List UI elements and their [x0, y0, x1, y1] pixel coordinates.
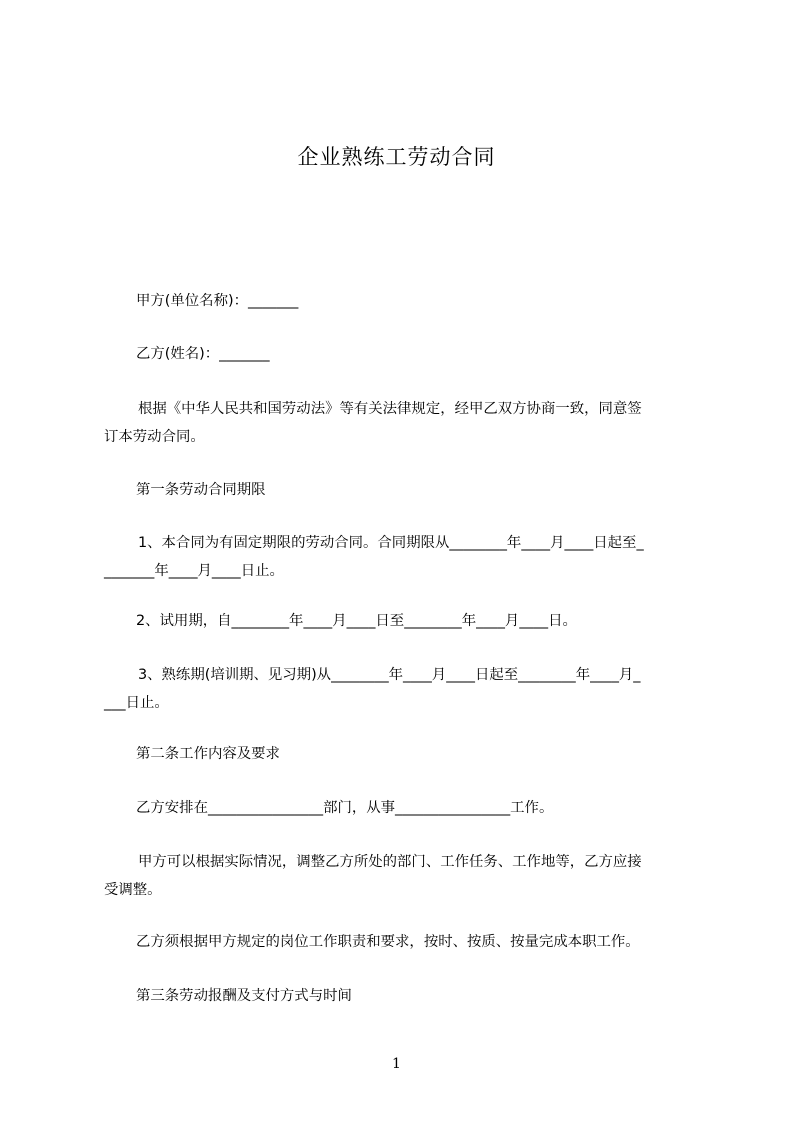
article-2-paragraph-2: [104, 848, 704, 904]
preamble-paragraph: [104, 395, 704, 451]
article-3-heading: 第三条劳动报酬及支付方式与时间: [136, 988, 352, 1004]
article-1-item-3-line-2: ___日止。: [104, 695, 169, 711]
article-1-item-2: 2、试用期，自________年____月____日至________年____月____日。: [136, 613, 577, 629]
article-1-item-1: [104, 529, 704, 585]
article-1-item-1-line-1: 1、本合同为有固定期限的劳动合同。合同期限从________年____月____日起至_: [138, 535, 644, 551]
party-a-line: 甲方(单位名称)：_______: [136, 293, 299, 309]
article-2-heading: 第二条工作内容及要求: [136, 746, 280, 762]
preamble-line-1: 根据《中华人民共和国劳动法》等有关法律规定，经甲乙双方协商一致，同意签: [138, 401, 642, 417]
article-2-paragraph-2-line-1: 甲方可以根据实际情况，调整乙方所处的部门、工作任务、工作地等，乙方应接: [138, 854, 642, 870]
article-2-paragraph-2-line-2: 受调整。: [104, 882, 162, 898]
page-number: 1: [392, 1056, 401, 1072]
article-2-paragraph-3: 乙方须根据甲方规定的岗位工作职责和要求，按时、按质、按量完成本职工作。: [136, 934, 640, 950]
preamble-line-2: 订本劳动合同。: [104, 429, 205, 445]
article-1-item-1-line-2: _______年____月____日止。: [104, 563, 284, 579]
article-1-heading: 第一条劳动合同期限: [136, 482, 266, 498]
document-title: 企业熟练工劳动合同: [297, 145, 496, 169]
party-b-line: 乙方(姓名)：_______: [136, 346, 270, 362]
article-1-item-3: [104, 661, 704, 717]
article-2-paragraph-1: 乙方安排在________________部门，从事________________工作。: [136, 800, 554, 816]
article-1-item-3-line-1: 3、熟练期(培训期、见习期)从________年____月____日起至________年____月_: [138, 667, 641, 683]
